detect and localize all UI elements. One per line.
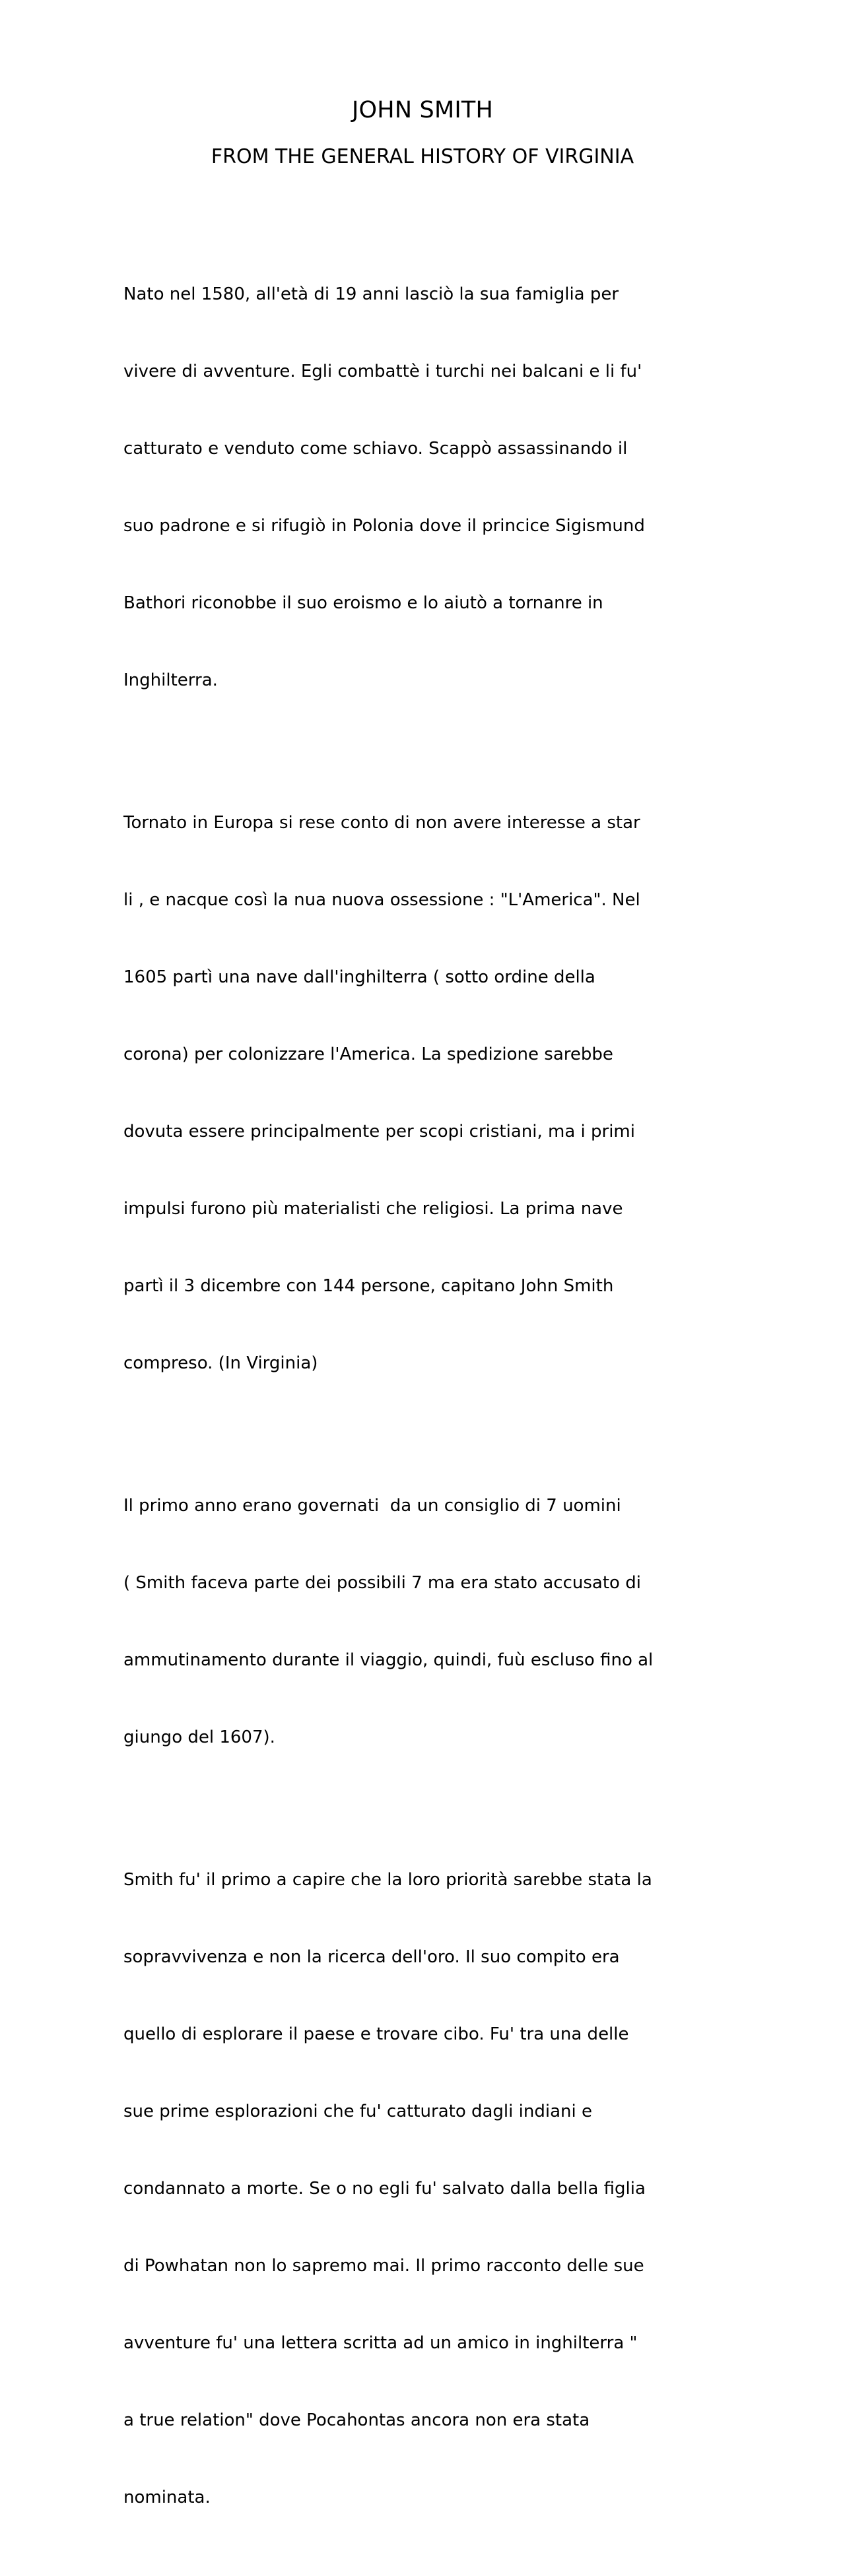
text-line: avventure fu' una lettera scritta ad un amico in inghilterra " [123,2333,638,2353]
text-line: sopravvivenza e non la ricerca dell'oro. Il suo compito era [123,1947,620,1967]
text-line: vivere di avventure. Egli combattè i turchi nei balcani e li fu' [123,362,642,381]
document-body [123,230,724,2576]
paragraph-4 [123,1816,724,2562]
paragraph-1 [123,230,724,745]
text-line: catturato e venduto come schiavo. Scappò assassinando il [123,439,628,459]
text-line: dovuta essere principalmente per scopi cristiani, ma i primi [123,1122,635,1142]
text-line: Tornato in Europa si rese conto di non avere interesse a star [123,813,640,833]
text-line: sue prime esplorazioni che fu' catturato dagli indiani e [123,2102,592,2121]
text-line: suo padrone e si rifugiò in Polonia dove il princice Sigismund [123,516,645,536]
text-line: 1605 partì una nave dall'inghilterra ( sotto ordine della [123,967,595,987]
text-line: quello di esplorare il paese e trovare cibo. Fu' tra una delle [123,2024,629,2044]
text-line: Inghilterra. [123,670,218,690]
text-line: Bathori riconobbe il suo eroismo e lo aiutò a tornanre in [123,593,603,613]
text-line: ( Smith faceva parte dei possibili 7 ma era stato accusato di [123,1573,641,1593]
text-line: condannato a morte. Se o no egli fu' salvato dalla bella figlia [123,2179,646,2199]
document-title: JOHN SMITH [352,97,493,123]
text-line: Il primo anno erano governati da un consiglio di 7 uomini [123,1496,621,1516]
text-line: corona) per colonizzare l'America. La spedizione sarebbe [123,1045,613,1064]
text-line: compreso. (In Virginia) [123,1353,318,1373]
text-line: Smith fu' il primo a capire che la loro priorità sarebbe stata la [123,1870,652,1890]
text-line: giungo del 1607). [123,1727,275,1747]
text-line: nominata. [123,2488,211,2507]
text-line: di Powhatan non lo sapremo mai. Il primo racconto delle sue [123,2256,644,2276]
text-line: Nato nel 1580, all'età di 19 anni lasciò la sua famiglia per [123,284,619,304]
paragraph-3 [123,1442,724,1802]
document-subtitle: FROM THE GENERAL HISTORY OF VIRGINIA [211,145,634,168]
text-line: partì il 3 dicembre con 144 persone, capitano John Smith [123,1276,614,1296]
text-line: a true relation" dove Pocahontas ancora non era stata [123,2410,590,2430]
text-line: ammutinamento durante il viaggio, quindi, fuù escluso fino al [123,1650,654,1670]
paragraph-2 [123,759,724,1428]
text-line: impulsi furono più materialisti che religiosi. La prima nave [123,1199,623,1219]
text-line: li , e nacque così la nua nuova ossessione : "L'America". Nel [123,890,640,910]
